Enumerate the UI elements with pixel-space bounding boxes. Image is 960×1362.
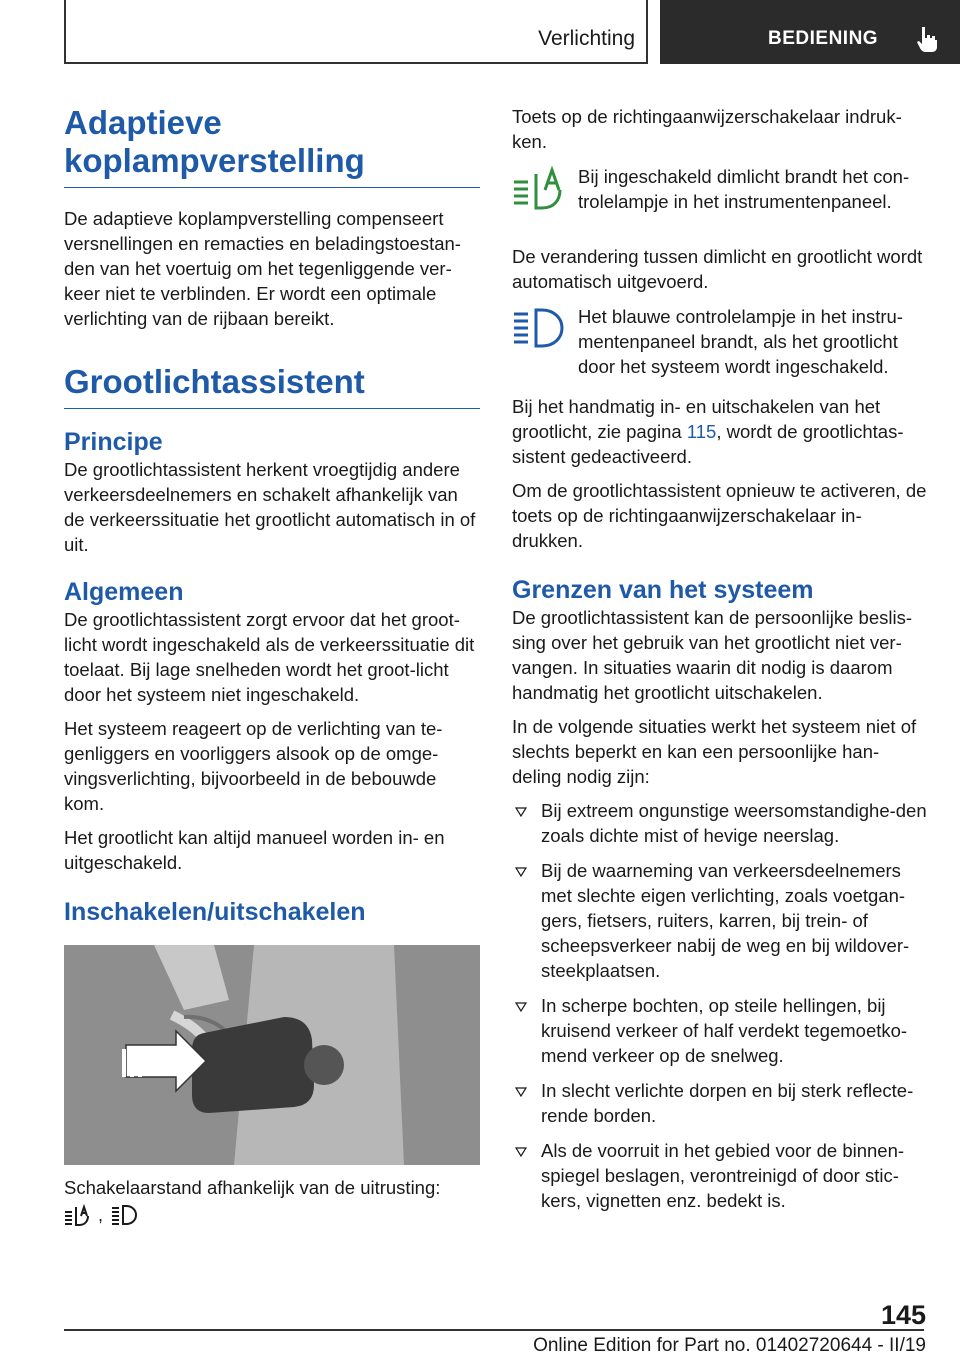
heading-principle: Principe [64, 428, 163, 456]
list-item-text: Als de voorruit in het gebied voor de binnen-spiegel beslagen, verontreinigd of door stic-kers, vignetten enz. bedekt is. [541, 1140, 905, 1211]
list-item-text: Bij extreem ongunstige weersomstandighe-den zoals dichte mist of hevige neerslag. [541, 800, 927, 846]
chapter-label: BEDIENING [768, 28, 879, 49]
paragraph-general-3: Het grootlicht kan altijd manueel worden in- en uitgeschakeld. [64, 827, 445, 873]
heading-assistant-block [64, 363, 480, 409]
list-item-text: In scherpe bochten, op steile hellingen, bij kruisend verkeer of half verdekt tegemoetko-mend verkeer op de snelweg. [541, 995, 908, 1066]
indicator-low-beam-text: Bij ingeschakeld dimlicht brandt het con-trolelampje in het instrumentenpaneel. [578, 166, 910, 212]
caption-icons [64, 1204, 480, 1226]
chapter-tab[interactable] [660, 0, 960, 64]
paragraph-general-2: Het systeem reageert op de verlichting van te-genliggers en voorliggers alsook op de omge-vingsverlichting, bijvoorbeeld in de bebouwde kom. [64, 718, 443, 814]
stalk-illustration [64, 945, 480, 1165]
page-reference-link[interactable]: 115 [686, 421, 717, 442]
footer-divider [64, 1329, 924, 1331]
list-item-text: Bij de waarneming van verkeersdeelnemers met slechte eigen verlichting, zoals voetgan-gers, fietsers, ruiters, karren, bij trein- of scheepsverkeer nabij de weg en bij wildover-steekplaatsen. [541, 860, 910, 981]
paragraph-press: Toets op de richtingaanwijzerschakelaar indruk-ken. [512, 106, 902, 152]
heading-adaptive: Adaptieve koplampverstelling [64, 104, 365, 179]
paragraph-limits-1: De grootlichtassistent kan de persoonlijke beslis-sing over het gebruik van het grootlicht niet ver-vangen. In situaties waarin dit nodig is daarom handmatig het grootlicht uitschakelen. [512, 607, 913, 703]
limits-list [512, 798, 928, 1213]
manual-text-pre: Bij het handmatig in- en uitschakelen van het grootlicht, zie pagina [512, 396, 881, 442]
heading-limits: Grenzen van het systeem [512, 576, 814, 604]
heading-switch: Inschakelen/uitschakelen [64, 898, 366, 926]
turn-signal-stalk-photo [64, 945, 480, 1165]
edition-note: Online Edition for Part no. 01402720644 - II/19 [533, 1335, 926, 1356]
paragraph-limits-2: In de volgende situaties werkt het systeem niet of slechts beperkt en kan een persoonlijke han-deling nodig zijn: [512, 716, 917, 787]
indicator-low-beam-row [512, 164, 928, 234]
triangle-bullet-icon [515, 1002, 527, 1012]
triangle-bullet-icon [515, 1147, 527, 1157]
triangle-bullet-icon [515, 1087, 527, 1097]
heading-adaptive-block [64, 104, 480, 188]
paragraph-transition: De verandering tussen dimlicht en grootlicht wordt automatisch uitgevoerd. [512, 246, 923, 292]
page-number: 145 [880, 1300, 926, 1330]
heading-general: Algemeen [64, 578, 184, 606]
list-item [512, 1078, 928, 1128]
photo-caption: Schakelaarstand afhankelijk van de uitrusting: [64, 1177, 441, 1198]
heading-assistant: Grootlichtassistent [64, 363, 365, 400]
list-item [512, 798, 928, 848]
list-item [512, 858, 928, 983]
high-beam-indicator-icon [512, 306, 564, 350]
manual-text-post: , wordt de grootlichtas-sistent gedeactiveerd. [512, 421, 904, 467]
auto-high-beam-icon-small [64, 1204, 90, 1226]
list-item [512, 1138, 928, 1213]
pointing-hand-icon [916, 25, 940, 53]
indicator-high-beam-row [512, 304, 928, 384]
indicator-high-beam-text: Het blauwe controlelampje in het instru-mentenpaneel brandt, als het grootlicht door het systeem wordt ingeschakeld. [578, 306, 903, 377]
list-item-text: In slecht verlichte dorpen en bij sterk reflecte-rende borden. [541, 1080, 914, 1126]
auto-high-beam-indicator-icon [512, 166, 564, 210]
caption-separator: , [98, 1204, 104, 1225]
section-title: Verlichting [538, 27, 635, 50]
right-column [512, 104, 928, 1223]
high-beam-icon-small [111, 1204, 137, 1226]
triangle-bullet-icon [515, 807, 527, 817]
left-column [64, 104, 480, 1226]
triangle-bullet-icon [515, 867, 527, 877]
paragraph-principle: De grootlichtassistent herkent vroegtijdig andere verkeersdeelnemers en schakelt afhankelijk van de verkeerssituatie het grootlicht automatisch in of uit. [64, 459, 476, 555]
paragraph-general-1: De grootlichtassistent zorgt ervoor dat het groot-licht wordt ingeschakeld als de verkeerssituatie dit toelaat. Bij lage snelheden wordt het groot-licht door het systeem niet ingeschakeld. [64, 609, 475, 705]
paragraph-manual [512, 394, 928, 469]
paragraph-reactivate: Om de grootlichtassistent opnieuw te activeren, de toets op de richtingaanwijzerschakelaar in-drukken. [512, 480, 927, 551]
paragraph-adaptive: De adaptieve koplampverstelling compenseert versnellingen en remacties en beladingstoestan-den van het voertuig om het tegenliggende ver-keer niet te verblinden. Er wordt een optimale verlichting van de rijbaan bereikt. [64, 208, 461, 329]
list-item [512, 993, 928, 1068]
